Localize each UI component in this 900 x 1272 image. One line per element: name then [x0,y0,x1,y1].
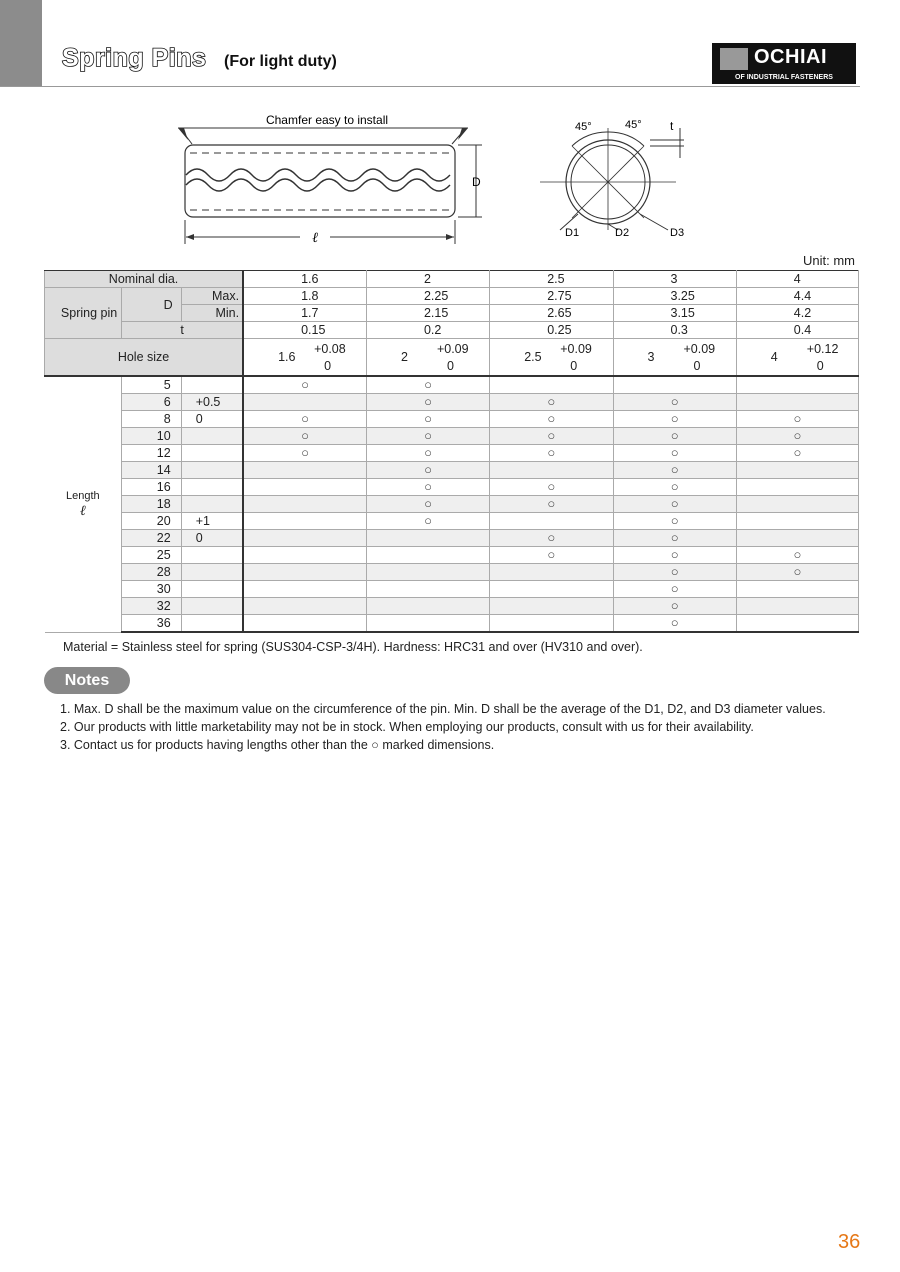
spec-table [44,270,859,633]
d1-label: D1 [565,227,580,239]
length-value: 14 [122,462,181,479]
empty-cell [490,462,613,479]
length-tolerance [181,428,243,445]
t-value: 0.4 [736,322,858,339]
t-value: 0.25 [490,322,613,339]
empty-cell [490,615,613,633]
availability-mark: ○ [366,411,489,428]
availability-mark: ○ [490,428,613,445]
d-min-value: 3.15 [613,305,736,322]
length-row [45,411,859,428]
length-tolerance [181,376,243,394]
empty-cell [736,479,858,496]
nominal-label: Nominal dia. [45,271,244,288]
logo-square [720,48,748,70]
empty-cell [736,394,858,411]
availability-mark: ○ [490,411,613,428]
length-value: 8 [122,411,181,428]
empty-cell [243,496,366,513]
length-tolerance: 0 [181,411,243,428]
hole-size-cell [243,339,366,377]
t-value: 0.15 [243,322,366,339]
availability-mark: ○ [613,479,736,496]
t-value: 0.3 [613,322,736,339]
length-value: 20 [122,513,181,530]
length-label-cell [45,376,122,632]
t-label: t [122,322,243,339]
logo-name: OCHIAI [754,46,827,68]
d-max-value: 2.25 [366,288,489,305]
angle-right-label: 45° [625,119,642,131]
empty-cell [490,376,613,394]
hole-tol-lower: 0 [816,359,824,373]
length-tolerance [181,445,243,462]
length-symbol: ℓ [312,231,318,246]
hole-tol-upper: +0.09 [560,342,592,356]
header-rule [0,86,860,87]
length-row [45,598,859,615]
note-item: 1. Max. D shall be the maximum value on the circumference of the pin. Min. D shall be the average of the D1, D2, and D3 diameter values. [60,702,826,716]
d-max-value: 1.8 [243,288,366,305]
availability-mark: ○ [490,394,613,411]
pin-wave-top [186,169,450,181]
hole-size-cell [490,339,613,377]
length-value: 22 [122,530,181,547]
pin-wave-bottom [186,179,450,191]
nominal-value: 1.6 [243,271,366,288]
length-row [45,547,859,564]
thickness-label: t [670,119,674,133]
availability-mark: ○ [613,428,736,445]
empty-cell [736,530,858,547]
hole-tol-lower: 0 [446,359,454,373]
empty-cell [736,581,858,598]
length-tolerance [181,496,243,513]
hole-size-main: 1.6 [278,350,296,364]
availability-mark: ○ [613,496,736,513]
d-max-row [45,288,859,305]
pin-body [185,145,455,217]
empty-cell [736,615,858,633]
note-item: 2. Our products with little marketability may not be in stock. When employing our products, consult with us for their availability. [60,720,754,734]
length-row [45,581,859,598]
spring-pin-label: Spring pin [45,288,122,339]
length-tolerance [181,462,243,479]
empty-cell [243,547,366,564]
note-item: 3. Contact us for products having lengths other than the ○ marked dimensions. [60,738,495,752]
length-label: Length [66,490,100,503]
availability-mark: ○ [736,547,858,564]
hole-size-value [737,339,858,375]
empty-cell [490,581,613,598]
availability-mark: ○ [613,547,736,564]
hole-tol-lower: 0 [693,359,701,373]
nominal-value: 2 [366,271,489,288]
empty-cell [366,547,489,564]
availability-mark: ○ [613,462,736,479]
empty-cell [613,376,736,394]
availability-mark: ○ [736,411,858,428]
hole-tol-upper: +0.09 [436,342,469,356]
empty-cell [490,564,613,581]
hole-tol-upper: +0.09 [683,342,716,356]
notes-list [60,700,860,754]
availability-mark: ○ [736,564,858,581]
length-value: 25 [122,547,181,564]
d-min-value: 1.7 [243,305,366,322]
empty-cell [243,530,366,547]
length-tolerance [181,598,243,615]
d-min-value: 2.65 [490,305,613,322]
logo-tagline: OF INDUSTRIAL FASTENERS [735,74,833,81]
t-value: 0.2 [366,322,489,339]
length-symbol: ℓ [79,504,86,520]
empty-cell [736,496,858,513]
hole-tol-lower: 0 [570,359,578,373]
length-value: 36 [122,615,181,633]
chamfer-label: Chamfer easy to install [265,113,389,127]
hole-size-value [490,339,612,375]
empty-cell [736,462,858,479]
hole-tol-lower: 0 [324,359,332,373]
length-row [45,462,859,479]
availability-mark: ○ [613,598,736,615]
availability-mark: ○ [613,411,736,428]
hole-size-cell [736,339,858,377]
availability-mark: ○ [736,445,858,462]
page-title: Spring Pins [62,44,207,72]
length-row [45,496,859,513]
empty-cell [243,513,366,530]
d3-label: D3 [670,227,685,239]
hole-size-main: 2 [400,350,408,364]
length-tolerance [181,581,243,598]
availability-mark: ○ [243,445,366,462]
unit-label: Unit: mm [803,253,855,268]
availability-mark: ○ [613,445,736,462]
ochiai-logo [712,43,856,84]
page-subtitle: (For light duty) [224,53,337,70]
hole-tol-upper: +0.12 [806,342,839,356]
page-number: 36 [838,1231,861,1253]
length-row [45,376,859,394]
availability-mark: ○ [613,513,736,530]
availability-mark: ○ [366,445,489,462]
hole-size-value [614,339,736,375]
length-value: 30 [122,581,181,598]
length-value: 5 [122,376,181,394]
empty-cell [736,376,858,394]
length-value: 32 [122,598,181,615]
length-tolerance [181,479,243,496]
length-tolerance: +0.5 [181,394,243,411]
empty-cell [243,598,366,615]
availability-mark: ○ [613,394,736,411]
availability-mark: ○ [613,581,736,598]
length-row [45,428,859,445]
availability-mark: ○ [613,615,736,633]
length-value: 6 [122,394,181,411]
length-row [45,445,859,462]
empty-cell [243,564,366,581]
availability-mark: ○ [366,513,489,530]
empty-cell [243,615,366,633]
availability-mark: ○ [490,496,613,513]
empty-cell [366,581,489,598]
hole-size-label: Hole size [45,339,244,377]
length-value: 10 [122,428,181,445]
hole-size-value [244,339,366,375]
availability-mark: ○ [243,376,366,394]
availability-mark: ○ [366,462,489,479]
d-label: D [122,288,181,322]
length-row [45,615,859,633]
empty-cell [243,479,366,496]
length-tolerance: 0 [181,530,243,547]
empty-cell [366,615,489,633]
nominal-value: 2.5 [490,271,613,288]
length-row [45,479,859,496]
availability-mark: ○ [366,394,489,411]
availability-mark: ○ [366,496,489,513]
length-value: 12 [122,445,181,462]
d-max-value: 4.4 [736,288,858,305]
availability-mark: ○ [490,547,613,564]
nominal-value: 4 [736,271,858,288]
thickness-row [45,322,859,339]
empty-cell [366,564,489,581]
empty-cell [366,530,489,547]
availability-mark: ○ [366,428,489,445]
empty-cell [490,598,613,615]
hole-size-value [367,339,489,375]
length-tolerance [181,564,243,581]
availability-mark: ○ [490,530,613,547]
empty-cell [736,598,858,615]
availability-mark: ○ [490,445,613,462]
nominal-row [45,271,859,288]
nominal-value: 3 [613,271,736,288]
hole-tol-upper: +0.08 [314,342,346,356]
length-row [45,394,859,411]
length-row [45,564,859,581]
hole-size-main: 4 [770,350,778,364]
max-label: Max. [181,288,243,305]
empty-cell [243,462,366,479]
empty-cell [366,598,489,615]
d-max-value: 2.75 [490,288,613,305]
availability-mark: ○ [243,411,366,428]
angle-left-label: 45° [575,121,592,133]
length-tolerance [181,547,243,564]
availability-mark: ○ [736,428,858,445]
hole-size-cell [366,339,489,377]
length-row [45,513,859,530]
d2-label: D2 [615,227,630,239]
d-min-value: 2.15 [366,305,489,322]
length-value: 16 [122,479,181,496]
empty-cell [490,513,613,530]
material-note: Material = Stainless steel for spring (SUS304-CSP-3/4H). Hardness: HRC31 and over (HV310 and over). [63,640,643,654]
availability-mark: ○ [366,376,489,394]
spring-pin-diagram [0,100,900,250]
hole-size-main: 3 [647,350,655,364]
d-max-value: 3.25 [613,288,736,305]
availability-mark: ○ [613,564,736,581]
empty-cell [243,394,366,411]
diameter-label: D [472,175,481,189]
hole-size-cell [613,339,736,377]
hole-size-row [45,339,859,377]
empty-cell [243,581,366,598]
availability-mark: ○ [366,479,489,496]
header-tab-block [0,0,42,86]
availability-mark: ○ [490,479,613,496]
length-tolerance [181,615,243,633]
d-min-value: 4.2 [736,305,858,322]
availability-mark: ○ [613,530,736,547]
availability-mark: ○ [243,428,366,445]
length-value: 28 [122,564,181,581]
empty-cell [736,513,858,530]
hole-size-main: 2.5 [524,350,542,364]
length-tolerance: +1 [181,513,243,530]
min-label: Min. [181,305,243,322]
length-row [45,530,859,547]
length-value: 18 [122,496,181,513]
notes-badge: Notes [44,667,130,694]
